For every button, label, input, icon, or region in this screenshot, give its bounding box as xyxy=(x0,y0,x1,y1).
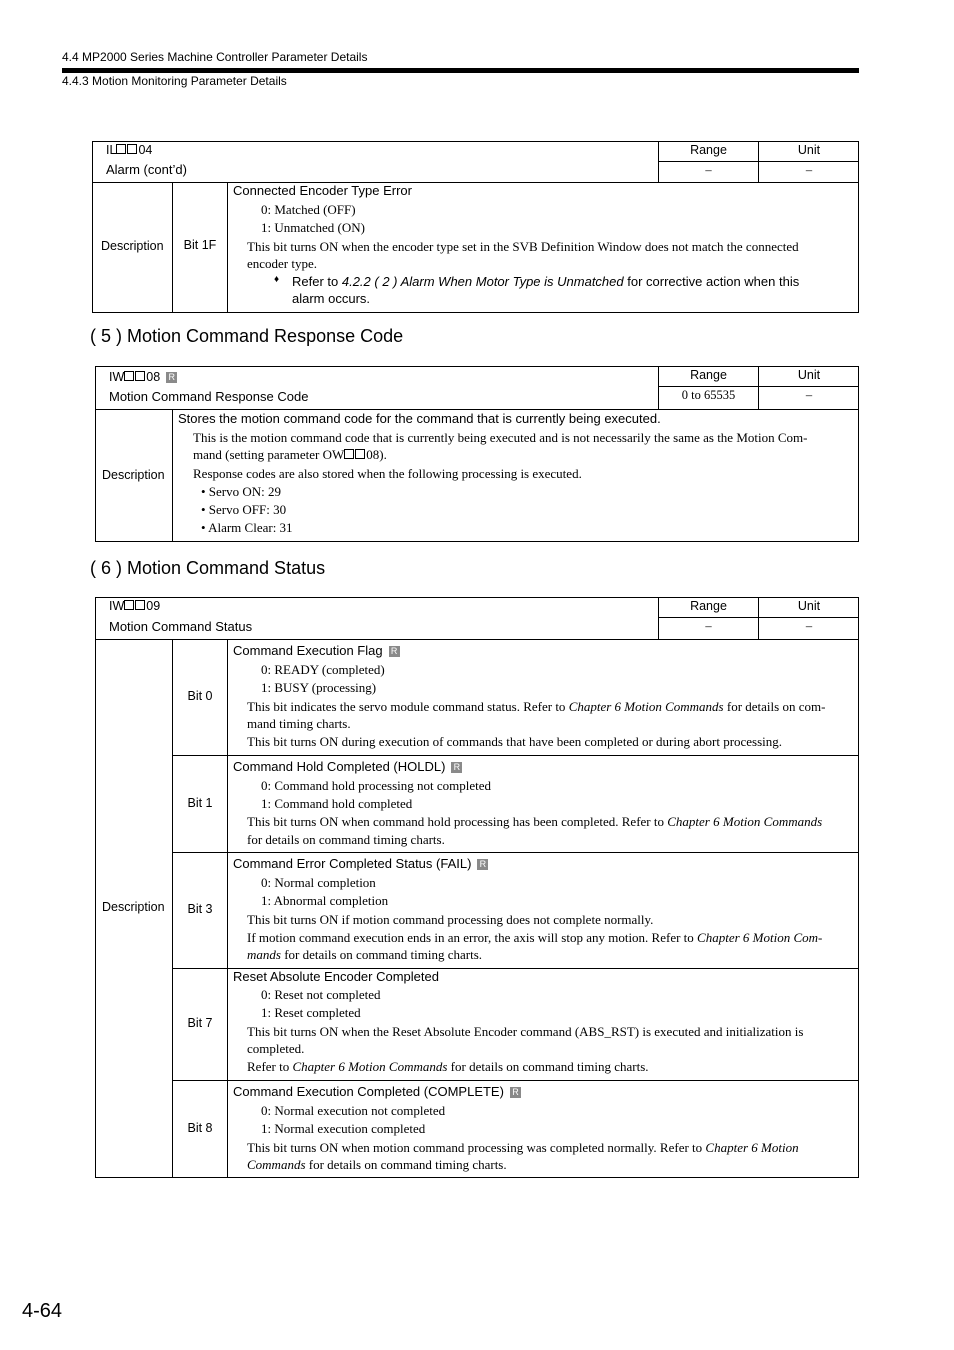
desc-text: for details on command timing charts. xyxy=(247,832,445,847)
description-label: Description xyxy=(102,900,165,914)
desc-text: This bit indicates the servo module command status. Refer to Chapter 6 Motion Commands for details on com- xyxy=(247,699,826,714)
reference-link[interactable]: Chapter 6 Motion Commands xyxy=(292,1059,448,1074)
section-heading: ( 6 ) Motion Command Status xyxy=(90,558,326,578)
desc-option: 1: Abnormal completion xyxy=(261,893,389,908)
bit-label: Bit 1 xyxy=(187,796,213,810)
range-value: – xyxy=(705,619,712,633)
list-item: • Alarm Clear: 31 xyxy=(201,520,293,535)
desc-option: 1: Command hold completed xyxy=(261,796,413,811)
unit-value: – xyxy=(805,388,813,402)
unit-header: Unit xyxy=(797,599,821,613)
header-rule xyxy=(62,68,859,73)
bit-label: Bit 1F xyxy=(183,238,217,252)
reference-link[interactable]: 4.2.2 ( 2 ) Alarm When Motor Type is Unmatched xyxy=(341,274,624,289)
description-label: Description xyxy=(102,468,165,482)
desc-option: 1: Unmatched (ON) xyxy=(261,220,365,235)
desc-title: Connected Encoder Type Error xyxy=(233,183,412,198)
read-only-icon: R xyxy=(166,372,177,383)
range-header: Range xyxy=(690,599,727,613)
desc-text: This bit turns ON when the Reset Absolute Encoder command (ABS_RST) is executed and initialization is xyxy=(247,1024,804,1039)
unit-header: Unit xyxy=(797,143,821,157)
param-code: IL 04 xyxy=(106,143,153,157)
header-subsection: 4.4.3 Motion Monitoring Parameter Details xyxy=(62,74,287,88)
reference-link[interactable]: Chapter 6 Motion Commands xyxy=(667,814,823,829)
read-only-icon: R xyxy=(451,762,462,773)
list-item: • Servo OFF: 30 xyxy=(201,502,287,517)
desc-reference: Refer to 4.2.2 ( 2 ) Alarm When Motor Type is Unmatched for corrective action when this xyxy=(292,274,800,289)
desc-title: Reset Absolute Encoder Completed xyxy=(233,969,439,984)
desc-title: Command Execution Completed (COMPLETE) R xyxy=(233,1084,521,1099)
bit-label: Bit 8 xyxy=(187,1121,213,1135)
range-value: – xyxy=(705,163,712,177)
desc-text: This bit turns ON when motion command processing was completed normally. Refer to Chapter 6 Motion xyxy=(247,1140,799,1155)
desc-option: 1: Normal execution completed xyxy=(261,1121,426,1136)
desc-text: This is the motion command code that is currently being executed and is not necessarily the same as the Motion Com- xyxy=(193,430,808,445)
desc-text: This bit turns ON when the encoder type set in the SVB Definition Window does not match the connected xyxy=(247,239,799,254)
page-number: 4-64 xyxy=(22,1300,63,1322)
param-code: IW 09 xyxy=(109,599,161,613)
param-name: Alarm (cont’d) xyxy=(106,162,187,177)
bit-label: Bit 0 xyxy=(187,689,213,703)
range-value: 0 to 65535 xyxy=(681,388,736,402)
section-heading: ( 5 ) Motion Command Response Code xyxy=(90,326,404,346)
desc-text: mand timing charts. xyxy=(247,716,351,731)
desc-text: mands for details on command timing charts. xyxy=(247,947,483,962)
desc-text: This bit turns ON when command hold processing has been completed. Refer to Chapter 6 Motion Commands xyxy=(247,814,823,829)
desc-option: 0: Normal completion xyxy=(261,875,376,890)
list-item: • Servo ON: 29 xyxy=(201,484,282,499)
desc-text: This bit turns ON if motion command processing does not complete normally. xyxy=(247,912,654,927)
diamond-bullet-icon: ♦ xyxy=(274,274,280,285)
reference-link[interactable]: Chapter 6 Motion xyxy=(705,1140,799,1155)
desc-option: 1: Reset completed xyxy=(261,1005,361,1020)
desc-title: Command Error Completed Status (FAIL) R xyxy=(233,856,488,871)
param-name: Motion Command Status xyxy=(109,619,253,634)
desc-text: Refer to Chapter 6 Motion Commands for details on command timing charts. xyxy=(247,1059,649,1074)
unit-header: Unit xyxy=(797,368,821,382)
desc-text: completed. xyxy=(247,1041,305,1056)
read-only-icon: R xyxy=(477,859,488,870)
bit-label: Bit 3 xyxy=(187,902,213,916)
param-name: Motion Command Response Code xyxy=(109,389,309,404)
desc-option: 0: Normal execution not completed xyxy=(261,1103,446,1118)
reference-link[interactable]: Chapter 6 Motion Commands xyxy=(568,699,724,714)
desc-text: This bit turns ON during execution of commands that have been completed or during abort processing. xyxy=(247,734,783,749)
desc-text: Commands for details on command timing charts. xyxy=(247,1157,507,1172)
desc-text: Response codes are also stored when the following processing is executed. xyxy=(193,466,582,481)
desc-option: 0: Command hold processing not completed xyxy=(261,778,491,793)
desc-text: encoder type. xyxy=(247,256,318,271)
desc-title: Command Hold Completed (HOLDL) R xyxy=(233,759,462,774)
desc-title: Command Execution Flag R xyxy=(233,643,400,658)
header-section: 4.4 MP2000 Series Machine Controller Parameter Details xyxy=(62,50,368,64)
desc-reference: alarm occurs. xyxy=(292,291,371,306)
param-code: IW 08 R xyxy=(109,370,177,384)
desc-text: If motion command execution ends in an error, the axis will stop any motion. Refer to Chapter 6 Motion Com- xyxy=(247,930,823,945)
desc-title: Stores the motion command code for the command that is currently being executed. xyxy=(178,411,661,426)
desc-option: 0: Matched (OFF) xyxy=(261,202,356,217)
range-header: Range xyxy=(690,143,727,157)
read-only-icon: R xyxy=(389,646,400,657)
unit-value: – xyxy=(805,163,813,177)
range-header: Range xyxy=(690,368,727,382)
desc-option: 0: READY (completed) xyxy=(261,662,385,677)
description-label: Description xyxy=(101,239,164,253)
desc-option: 0: Reset not completed xyxy=(261,987,381,1002)
unit-value: – xyxy=(805,619,813,633)
bit-label: Bit 7 xyxy=(187,1016,213,1030)
desc-text: mand (setting parameter OW 08). xyxy=(193,447,387,462)
reference-link[interactable]: Chapter 6 Motion Com- xyxy=(697,930,823,945)
read-only-icon: R xyxy=(510,1087,521,1098)
desc-option: 1: BUSY (processing) xyxy=(261,680,377,695)
